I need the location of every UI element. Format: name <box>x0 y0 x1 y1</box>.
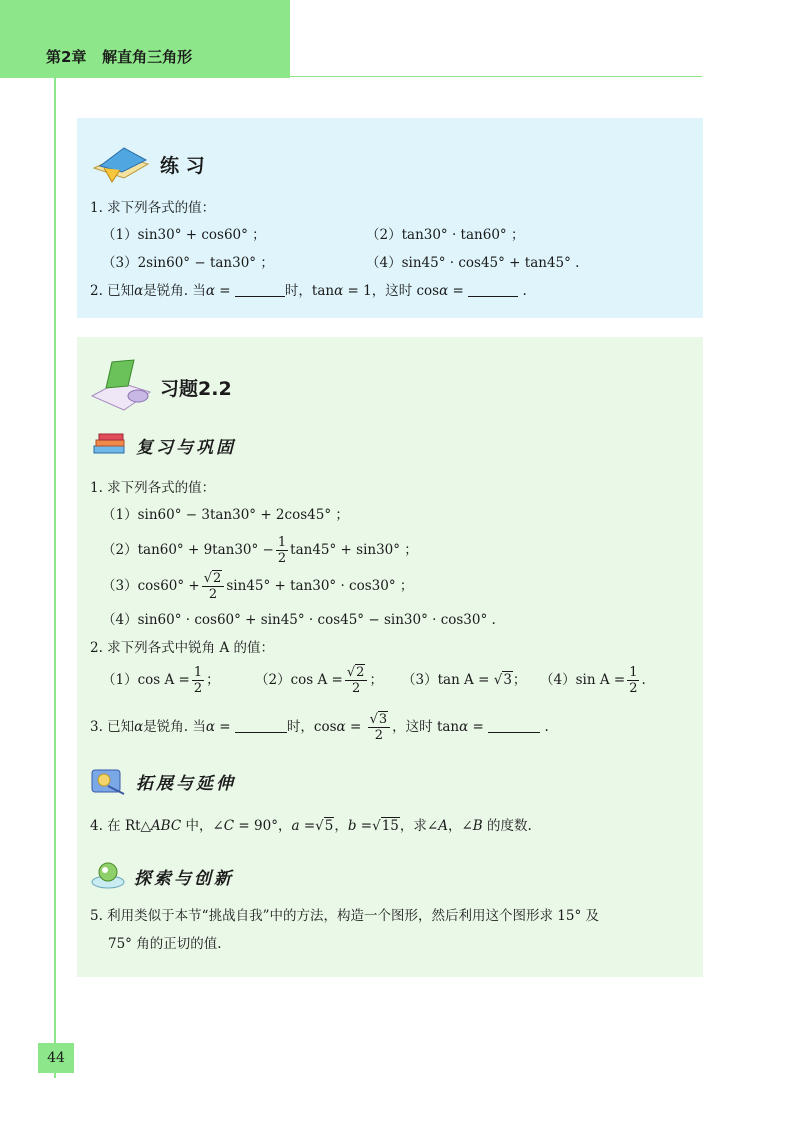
text: （2）cos A = <box>255 672 343 688</box>
angle-c: C <box>223 818 235 834</box>
answer-blank <box>488 718 540 733</box>
text: （4）sin A = <box>540 672 626 688</box>
alpha: α <box>134 283 144 299</box>
fraction <box>192 665 204 696</box>
exercise-q1-part1: （1）sin60° − 3tan30° + 2cos45° ； <box>102 507 349 523</box>
practice-q1-part4: （4）sin45° · cos45° + tan45° . <box>366 255 580 271</box>
text: 4. 在 Rt△ <box>90 818 151 834</box>
text: sin45° + tan30° · cos30° ； <box>226 578 414 594</box>
text: 3. 已知 <box>90 719 135 735</box>
chapter-number: 第2章 <box>46 48 87 66</box>
sqrt <box>204 571 223 586</box>
numerator: 1 <box>629 665 638 680</box>
text: ， <box>334 818 348 834</box>
sqrt <box>370 712 389 727</box>
alpha: α <box>439 283 449 299</box>
text: ； <box>206 672 220 688</box>
text: = <box>345 719 366 735</box>
radicand: 3 <box>378 712 388 727</box>
explore-globe-icon <box>90 860 126 890</box>
text: ，这时 tan <box>392 719 460 735</box>
denominator: 2 <box>374 728 383 743</box>
practice-q2 <box>90 281 527 301</box>
denominator: 2 <box>629 681 638 696</box>
text: tan45° + sin30° ； <box>290 542 418 558</box>
text: 是锐角. 当 <box>143 719 206 735</box>
alpha: α <box>205 283 216 299</box>
radicand: 3 <box>503 672 512 688</box>
side-b: b <box>347 818 357 834</box>
text: （2）tan60° + 9tan30° − <box>102 542 274 558</box>
review-books-icon <box>90 432 130 456</box>
text: . <box>518 283 527 299</box>
sqrt <box>347 665 366 680</box>
practice-q1-part3: （3）2sin60° − tan30° ； <box>102 255 274 271</box>
text: = <box>215 719 235 735</box>
text: ，求∠ <box>399 818 439 834</box>
denominator: 2 <box>193 681 203 696</box>
text: = 1，这时 cos <box>343 283 440 299</box>
sqrt <box>372 816 400 836</box>
page-number: 44 <box>38 1043 74 1073</box>
alpha: α <box>134 719 144 735</box>
radical-sign: √ <box>315 818 324 834</box>
sqrt <box>315 816 334 836</box>
triangle-name: ABC <box>150 818 182 834</box>
review-subtitle: 复习与巩固 <box>136 438 236 458</box>
answer-blank <box>235 718 287 733</box>
side-a: a <box>291 818 300 834</box>
text: = <box>356 818 373 834</box>
extend-subtitle: 拓展与延伸 <box>136 774 236 794</box>
text: 2. 已知 <box>90 283 135 299</box>
angle-a: A <box>438 818 448 834</box>
answer-blank <box>468 282 518 297</box>
practice-title: 练 习 <box>160 155 205 177</box>
angle-b: B <box>472 818 483 834</box>
text: . <box>641 672 646 688</box>
fraction <box>202 571 225 602</box>
radical-sign: √ <box>346 665 356 680</box>
practice-q1-stem: 1. 求下列各式的值： <box>90 200 216 216</box>
text: = <box>468 719 489 735</box>
practice-q1-part2: （2）tan30° · tan60° ； <box>366 227 525 243</box>
radical-sign: √ <box>369 712 378 727</box>
numerator <box>202 571 225 587</box>
denominator: 2 <box>277 551 287 566</box>
radical-sign: √ <box>203 571 213 586</box>
exercise-title: 习题2.2 <box>160 378 232 400</box>
alpha: α <box>205 719 216 735</box>
margin-rule <box>54 78 56 1078</box>
radicand: 2 <box>356 665 365 680</box>
text: 时，cos <box>286 719 337 735</box>
denominator: 2 <box>208 587 218 602</box>
text: ； <box>512 672 527 688</box>
fraction <box>276 535 288 566</box>
exercise-q2-part1 <box>102 663 220 697</box>
alpha: α <box>334 283 344 299</box>
fraction <box>368 712 391 743</box>
practice-book-icon <box>90 138 154 184</box>
text: = <box>299 818 316 834</box>
text: （3）cos60° + <box>102 578 200 594</box>
denominator: 2 <box>352 681 361 696</box>
explore-subtitle: 探索与创新 <box>134 869 234 889</box>
exercise-q1-stem: 1. 求下列各式的值： <box>90 480 216 496</box>
exercise-q5-line1: 5. 利用类似于本节“挑战自我”中的方法，构造一个图形，然后利用这个图形求 15° 及 <box>90 908 599 924</box>
text: ； <box>369 672 383 688</box>
radical-sign: √ <box>493 672 503 688</box>
exercise-q2-stem: 2. 求下列各式中锐角 A 的值： <box>90 640 275 656</box>
text: = <box>448 283 469 299</box>
radicand: 2 <box>213 571 222 586</box>
text: = 90°， <box>234 818 292 834</box>
text: 时，tan <box>284 283 335 299</box>
header-rule <box>290 76 702 77</box>
radicand: 5 <box>324 818 334 834</box>
exercise-q2-part3 <box>402 663 526 697</box>
sqrt <box>494 663 513 697</box>
exercise-q3 <box>90 710 549 744</box>
numerator <box>368 712 391 728</box>
radical-sign: √ <box>372 818 381 834</box>
numerator: 1 <box>193 665 203 680</box>
text: = <box>215 283 235 299</box>
text: 是锐角. 当 <box>143 283 206 299</box>
text: 的度数. <box>482 818 532 834</box>
text: 中，∠ <box>181 818 224 834</box>
fraction <box>627 665 639 696</box>
text: ，∠ <box>447 818 473 834</box>
alpha: α <box>459 719 469 735</box>
fraction <box>345 665 368 696</box>
extend-icon <box>90 766 126 796</box>
text: （1）cos A = <box>102 672 190 688</box>
text: （3）tan A = <box>402 672 490 688</box>
answer-blank <box>235 282 285 297</box>
exercise-q5-line2: 75° 角的正切的值. <box>108 936 222 952</box>
numerator <box>345 665 368 681</box>
chapter-header <box>46 46 192 67</box>
practice-q1-part1: （1）sin30° + cos60° ； <box>102 227 266 243</box>
exercise-book-icon <box>88 352 154 414</box>
exercise-q1-part4: （4）sin60° · cos60° + sin45° · cos45° − sin30° · cos30° . <box>102 612 496 628</box>
text: . <box>540 719 549 735</box>
exercise-q1-part3 <box>102 569 413 603</box>
numerator: 1 <box>277 535 287 550</box>
chapter-title: 解直角三角形 <box>102 48 193 66</box>
exercise-q1-part2 <box>102 533 418 567</box>
exercise-q2-part4 <box>540 663 646 697</box>
alpha: α <box>336 719 346 735</box>
exercise-q4 <box>90 816 532 836</box>
exercise-q2-part2 <box>255 663 383 697</box>
radicand: 15 <box>381 818 399 834</box>
